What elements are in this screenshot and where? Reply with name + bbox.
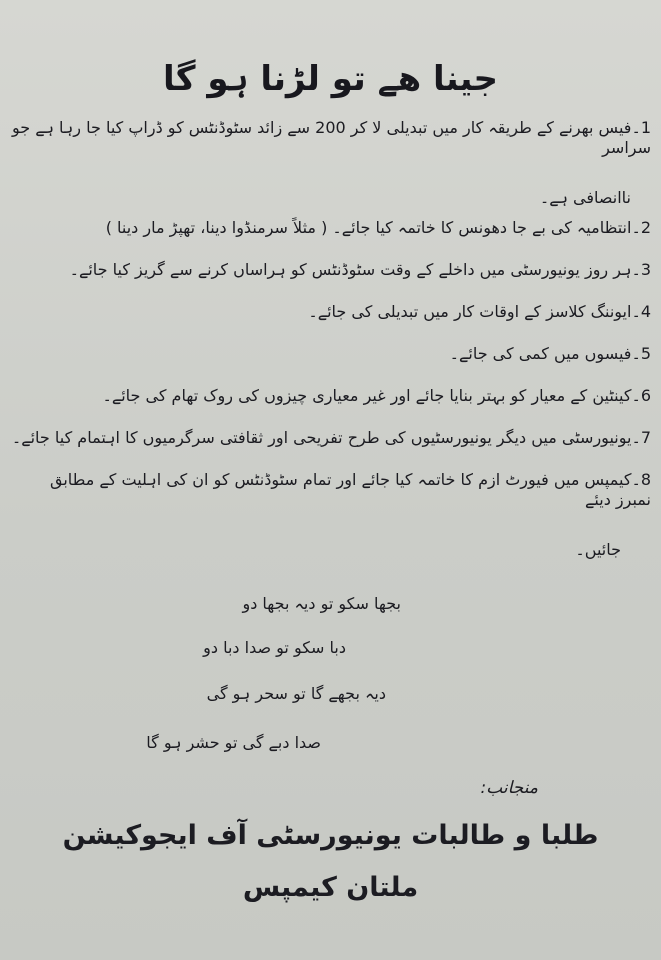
sender-label: منجانب: [480, 778, 538, 798]
demand-item-7 [11, 428, 651, 448]
demand-text: ہر روز یونیورسٹی میں داخلے کے وقت سٹوڈنٹس کو ہراساں کرنے سے گریز کیا جائے۔ [69, 260, 632, 279]
demand-item-3 [11, 260, 651, 280]
spacer [11, 364, 651, 386]
demand-text: انتظامیہ کی بے جا دھونس کا خاتمہ کیا جائے۔ ( مثلاً سرمنڈوا دینا، تھپڑ مار دینا ) [105, 218, 632, 237]
demand-number: 4 [640, 302, 651, 321]
spacer [11, 322, 651, 344]
demand-number: 5 [640, 344, 651, 363]
demand-text: کینٹین کے معیار کو بہتر بنایا جائے اور غیر معیاری چیزوں کی روک تھام کی جائے۔ [102, 386, 632, 405]
demand-number: 3 [640, 260, 651, 279]
spacer [11, 406, 651, 428]
demand-separator: ۔ [631, 428, 641, 447]
demand-item-2 [11, 218, 651, 238]
poem-line: دیہ بجھے گا تو سحر ہو گی [206, 684, 386, 703]
demand-continuation: ناانصافی ہے۔ [539, 188, 631, 207]
demand-number: 1 [640, 118, 651, 137]
demand-separator: ۔ [631, 118, 641, 137]
demand-separator: ۔ [631, 470, 641, 489]
demand-separator: ۔ [631, 302, 641, 321]
demand-item-5 [11, 344, 651, 364]
demand-continuation: جائیں۔ [575, 540, 621, 559]
demand-text: کیمپس میں فیورٹ ازم کا خاتمہ کیا جائے اور تمام سٹوڈنٹس کو ان کی اہلیت کے مطابق نمبرز دیئے [49, 470, 651, 509]
spacer [11, 280, 651, 302]
demands-list [11, 118, 651, 560]
demand-text: یونیورسٹی میں دیگر یونیورسٹیوں کی طرح تفریحی اور ثقافتی سرگرمیوں کا اہتمام کیا جائے۔ [11, 428, 632, 447]
spacer [11, 238, 651, 260]
demand-separator: ۔ [631, 386, 641, 405]
campus-name: ملتان کیمپس [242, 872, 419, 903]
organization-name: طلبا و طالبات یونیورسٹی آف ایجوکیشن [62, 820, 599, 851]
demand-number: 8 [640, 470, 651, 489]
spacer [11, 448, 651, 470]
demand-number: 6 [640, 386, 651, 405]
demand-separator: ۔ [631, 218, 641, 237]
poem-line: دبا سکو تو صدا دبا دو [203, 638, 346, 657]
demand-number: 2 [640, 218, 651, 237]
demand-item-1 [11, 118, 651, 208]
demand-item-6 [11, 386, 651, 406]
poem-line: صدا دبے گی تو حشر ہو گا [146, 733, 321, 752]
demand-text: فیسوں میں کمی کی جائے۔ [449, 344, 632, 363]
notice-title: جینا ھے تو لڑنا ہو گا [162, 59, 499, 99]
poem-line: بجھا سکو تو دیہ بجھا دو [242, 594, 401, 613]
demand-item-8 [11, 470, 651, 560]
demand-text: ایوننگ کلاسز کے اوقات کار میں تبدیلی کی جائے۔ [308, 302, 632, 321]
demand-item-4 [11, 302, 651, 322]
demand-separator: ۔ [631, 260, 641, 279]
demand-separator: ۔ [631, 344, 641, 363]
demand-number: 7 [640, 428, 651, 447]
demand-text: فیس بھرنے کے طریقہ کار میں تبدیلی لا کر 200 سے زائد سٹوڈنٹس کو ڈراپ کیا جا رہا ہے جو سراسر [11, 118, 651, 157]
